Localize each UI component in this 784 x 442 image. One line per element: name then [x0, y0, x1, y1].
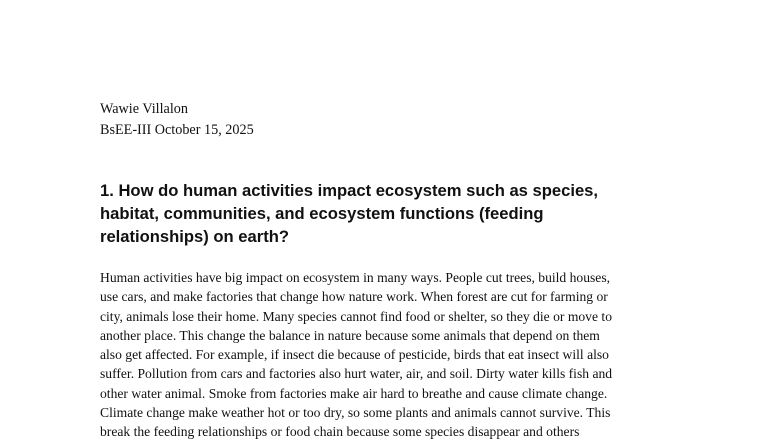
question-line: habitat, communities, and ecosystem functions (feeding	[100, 204, 544, 223]
author-course-date: BsEE-III October 15, 2025	[100, 122, 254, 138]
answer-line: also get affected. For example, if insect die because of pesticide, birds that eat insect will also	[100, 347, 609, 363]
question-line: relationships) on earth?	[100, 227, 290, 246]
answer-paragraph	[100, 268, 690, 442]
answer-line: another place. This change the balance in nature because some animals that depend on them	[100, 327, 600, 343]
answer-line: break the feeding relationships or food chain because some species disappear and others	[100, 424, 580, 440]
question-line: 1. How do human activities impact ecosystem such as species,	[100, 181, 599, 200]
author-block	[100, 99, 254, 141]
answer-line: city, animals lose their home. Many species cannot find food or shelter, so they die or move to	[100, 308, 612, 324]
answer-line: other water animal. Smoke from factories make air hard to breathe and cause climate change.	[100, 385, 608, 401]
answer-line: Human activities have big impact on ecosystem in many ways. People cut trees, build houses,	[100, 270, 611, 285]
author-name: Wawie Villalon	[100, 101, 188, 117]
question-heading	[100, 179, 660, 248]
answer-line: use cars, and make factories that change how nature work. When forest are cut for farming or	[100, 289, 608, 305]
answer-line: Climate change make weather hot or too dry, so some plants and animals cannot survive. This	[100, 405, 611, 421]
answer-line: suffer. Pollution from cars and factories also hurt water, air, and soil. Dirty water kills fish and	[100, 366, 613, 382]
